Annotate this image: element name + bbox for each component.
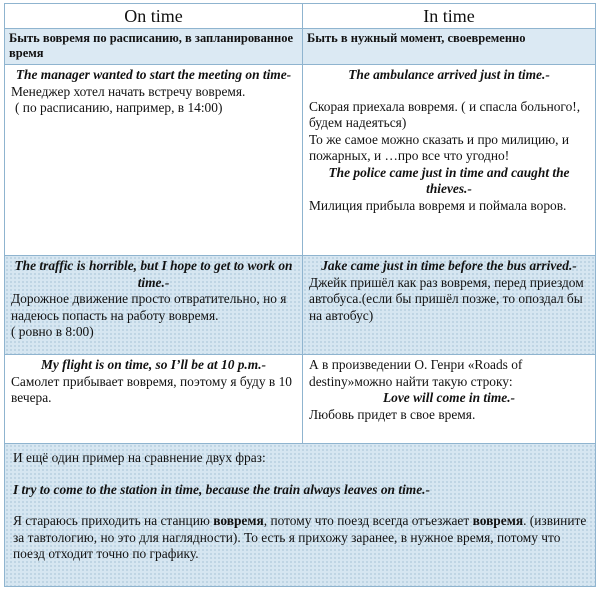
row3-right-russian-2: Любовь придет в свое время. <box>309 406 476 422</box>
row3-left-russian: Самолет прибывает вовремя, поэтому я буду в 10 вечера. <box>11 373 292 405</box>
row-divider-4 <box>5 354 595 355</box>
column-divider <box>302 4 303 444</box>
row1-left-english: The manager wanted to start the meeting on time- <box>15 67 292 82</box>
row1-right-russian-3: Милиция прибыла вовремя и поймала воров. <box>309 197 567 213</box>
subheader-on-time: Быть вовремя по расписанию, в запланированное время <box>5 29 302 64</box>
subheader-in-time: Быть в нужный момент, своевременно <box>303 29 595 64</box>
row-divider-2 <box>5 64 595 65</box>
footer-intro: И ещё один пример на сравнение двух фраз: <box>13 450 266 465</box>
row2-right-russian: Джейк пришёл как раз вовремя, перед приездом автобуса.(если бы пришёл позже, то опоздал бы на автобус) <box>309 274 584 323</box>
footer-example-english: I try to come to the station in time, because the train always leaves on time.- <box>13 481 430 497</box>
row-divider-5 <box>5 443 595 444</box>
row2-left-english: The traffic is horrible, but I hope to get to work on time.- <box>14 258 293 290</box>
comparison-table <box>4 3 596 587</box>
footer-russian-part-d: вовремя <box>472 513 524 528</box>
row3-left-english: My flight is on time, so I’ll be at 10 p.m.- <box>40 357 267 372</box>
row3-right-english: Love will come in time.- <box>382 390 516 405</box>
row1-right-english-2: The police came just in time and caught the thieves.- <box>328 164 570 196</box>
row-divider-3 <box>5 255 595 256</box>
row1-right-cell <box>303 65 595 255</box>
row3-right-russian: А в произведении О. Генри «Roads of destiny»можно найти такую строку: <box>309 357 523 389</box>
header-on-time: On time <box>5 4 302 28</box>
row1-left-russian: Менеджер хотел начать встречу вовремя. <box>11 83 246 99</box>
row2-left-note: ( ровно в 8:00) <box>11 324 94 339</box>
row-divider-1 <box>5 28 595 29</box>
row2-left-cell <box>5 256 302 354</box>
header-in-time: In time <box>303 4 595 28</box>
footer-russian-part-c: , потому что поезд всегда отъезжает <box>263 513 473 528</box>
footer-russian-part-e: . (извините за тавтологию, но это для наглядности). То есть я прихожу заранее, в нужное время, потому что поезд отходит точно по графику. <box>13 513 587 561</box>
row3-right-cell <box>303 355 595 443</box>
footer-cell <box>5 444 595 586</box>
row2-left-russian: Дорожное движение просто отвратительно, но я надеюсь попасть на работу вовремя. <box>11 291 287 323</box>
footer-russian-part-a: Я стараюсь приходить на станцию <box>13 513 214 528</box>
row1-right-russian-2: То же самое можно сказать и про милицию, и пожарных, и …про все что угодно! <box>309 131 570 163</box>
row1-left-note: ( по расписанию, например, в 14:00) <box>15 100 223 115</box>
row2-right-cell <box>303 256 595 354</box>
row2-right-english: Jake came just in time before the bus arrived.- <box>321 258 577 273</box>
footer-russian <box>13 513 587 563</box>
row3-left-cell <box>5 355 302 443</box>
row1-right-russian: Скорая приехала вовремя. ( и спасла больного!, будем надеяться) <box>309 98 581 130</box>
footer-russian-part-b: вовремя <box>213 513 264 528</box>
row1-left-cell <box>5 65 302 255</box>
row1-right-english: The ambulance arrived just in time.- <box>348 67 550 82</box>
